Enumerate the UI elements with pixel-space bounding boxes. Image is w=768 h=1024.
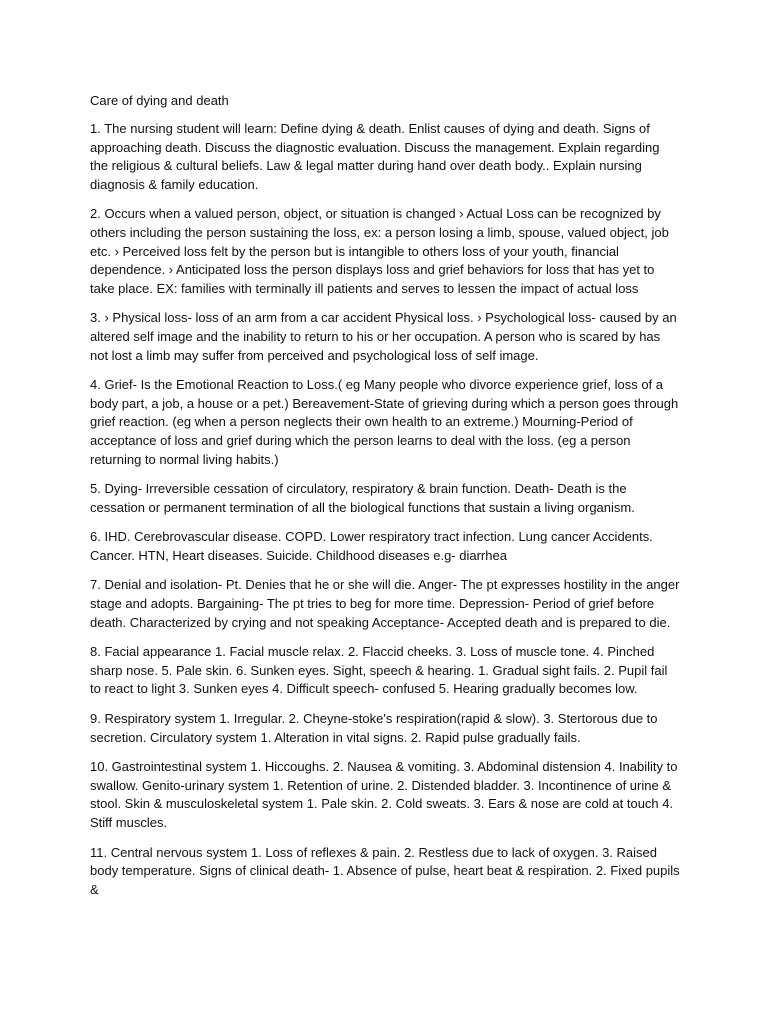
paragraph-10: 10. Gastrointestinal system 1. Hiccoughs. 2. Nausea & vomiting. 3. Abdominal distension 4. Inability to swallow. Genito-urinary system 1. Retention of urine. 2. Distended bladder. 3. Incontinence of urine & stool. Skin & musculoskeletal system 1. Pale skin. 2. Cold sweats. 3. Ears & nose are cold at touch 4. Stiff muscles. — [90, 759, 678, 830]
paragraph-1: 1. The nursing student will learn: Define dying & death. Enlist causes of dying and death. Signs of approaching death. Discuss the diagnostic evaluation. Discuss the management. Explain regarding the religious & cultural beliefs. Law & legal matter during hand over death body.. Explain nursing diagnosis & family education. — [90, 121, 660, 192]
paragraph-2: 2. Occurs when a valued person, object, or situation is changed › Actual Loss can be recognized by others including the person sustaining the loss, ex: a person losing a limb, spouse, valued object, job etc. › Perceived loss felt by the person but is intangible to others loss of your youth, financial dependence. › Anticipated loss the person displays loss and grief behaviors for loss that has yet to take place. EX: families with terminally ill patients and serves to lessen the impact of actual loss — [90, 206, 669, 296]
paragraph-6: 6. IHD. Cerebrovascular disease. COPD. Lower respiratory tract infection. Lung cancer Accidents. Cancer. HTN, Heart diseases. Suicide. Childhood diseases e.g- diarrhea — [90, 529, 653, 563]
paragraph-4: 4. Grief- Is the Emotional Reaction to Loss.( eg Many people who divorce experience grief, loss of a body part, a job, a house or a pet.) Bereavement-State of grieving during which a person goes through grief reaction. (eg when a person neglects their own health to an extreme.) Mourning-Period of acceptance of loss and grief during which the person learns to deal with the loss. (eg a person returning to normal living habits.) — [90, 377, 679, 467]
paragraph-11: 11. Central nervous system 1. Loss of reflexes & pain. 2. Restless due to lack of oxygen. 3. Raised body temperature. Signs of clinical death- 1. Absence of pulse, heart beat & respiration. 2. Fixed pupils & — [90, 844, 680, 897]
document-page — [90, 92, 680, 910]
paragraph-9: 9. Respiratory system 1. Irregular. 2. Cheyne-stoke's respiration(rapid & slow). 3. Stertorous due to secretion. Circulatory system 1. Alteration in vital signs. 2. Rapid pulse gradually fails. — [90, 711, 658, 745]
paragraph-5: 5. Dying- Irreversible cessation of circulatory, respiratory & brain function. Death- Death is the cessation or permanent termination of all the biological functions that sustain a living organism. — [90, 481, 635, 515]
paragraph-8: 8. Facial appearance 1. Facial muscle relax. 2. Flaccid cheeks. 3. Loss of muscle tone. 4. Pinched sharp nose. 5. Pale skin. 6. Sunken eyes. Sight, speech & hearing. 1. Gradual sight fails. 2. Pupil fail to react to light 3. Sunken eyes 4. Difficult speech- confused 5. Hearing gradually becomes low. — [90, 644, 668, 697]
paragraph-3: 3. › Physical loss- loss of an arm from a car accident Physical loss. › Psychological loss- caused by an altered self image and the inability to return to his or her occupation. A person who is scared by has not lost a limb may suffer from perceived and psychological loss of self image. — [90, 310, 677, 363]
document-title: Care of dying and death — [90, 93, 229, 108]
paragraph-7: 7. Denial and isolation- Pt. Denies that he or she will die. Anger- The pt expresses hostility in the anger stage and adopts. Bargaining- The pt tries to beg for more time. Depression- Period of grief before death. Characterized by crying and not speaking Acceptance- Accepted death and is prepared to die. — [90, 577, 680, 630]
